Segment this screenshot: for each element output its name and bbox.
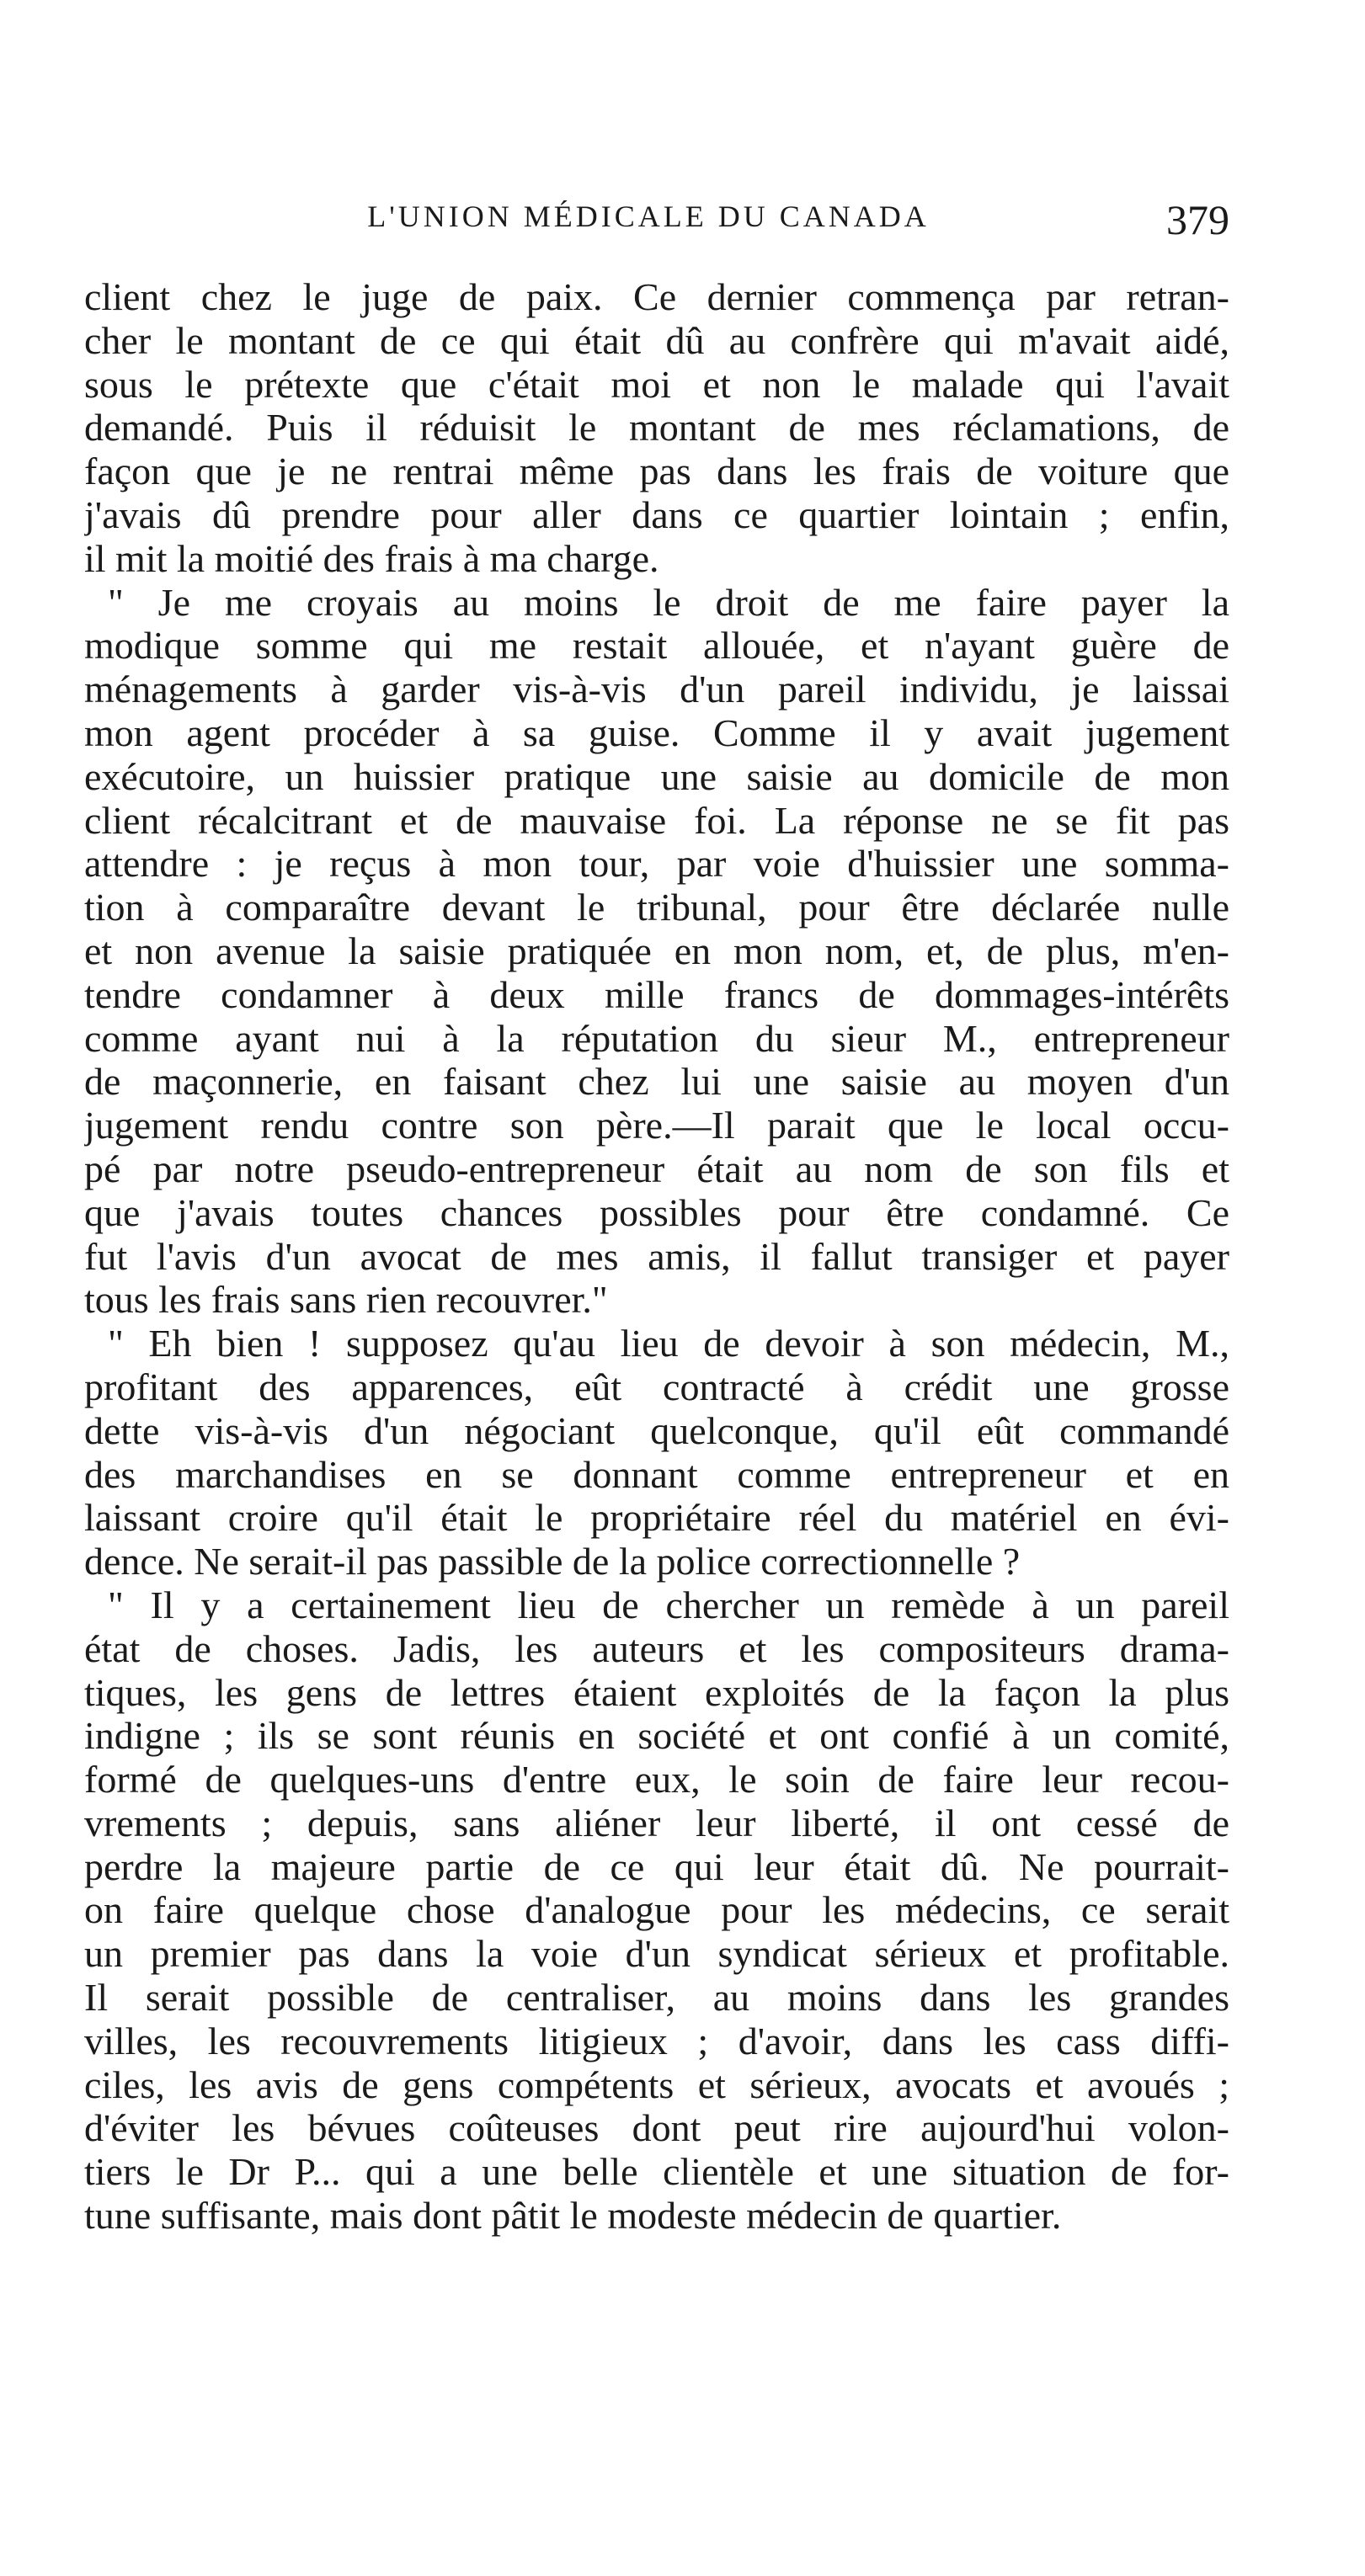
text-line: client récalcitrant et de mauvaise foi. La réponse ne se fit pas [84,798,1229,842]
text-line: tiers le Dr P... qui a une belle clientèle et une situation de for- [84,2150,1229,2194]
text-line: fut l'avis d'un avocat de mes amis, il fallut transiger et payer [84,1234,1229,1278]
text-line: demandé. Puis il réduisit le montant de mes réclamations, de [84,406,1229,450]
text-line: jugement rendu contre son père.—Il parait que le local occu- [84,1104,1229,1147]
text-line: " Il y a certainement lieu de chercher un remède à un pareil [108,1583,1229,1626]
text-line: un premier pas dans la voie d'un syndicat sérieux et profitable. [84,1932,1229,1976]
text-line: perdre la majeure partie de ce qui leur était dû. Ne pourrait- [84,1844,1229,1888]
text-line: villes, les recouvrements litigieux ; d'avoir, dans les cass diffi- [84,2019,1229,2062]
text-line: vrements ; depuis, sans aliéner leur liberté, il ont cessé de [84,1801,1229,1844]
page-number: 379 [1166,196,1229,243]
text-line: indigne ; ils se sont réunis en société et ont confié à un comité, [84,1714,1229,1758]
text-line: on faire quelque chose d'analogue pour les médecins, ce serait [84,1888,1229,1932]
text-line: il mit la moitié des frais à ma charge. [84,536,659,580]
text-line: tiques, les gens de lettres étaient exploités de la façon la plus [84,1670,1229,1714]
text-line: j'avais dû prendre pour aller dans ce quartier lointain ; enfin, [84,492,1229,536]
text-line: dette vis-à-vis d'un négociant quelconque, qu'il eût commandé [84,1408,1229,1452]
text-line: que j'avais toutes chances possibles pour être condamné. Ce [84,1190,1229,1234]
text-line: d'éviter les bévues coûteuses dont peut rire aujourd'hui volon- [84,2106,1229,2150]
running-header [0,195,1365,246]
text-line: client chez le juge de paix. Ce dernier commença par retran- [84,275,1229,318]
text-line: tion à comparaître devant le tribunal, pour être déclarée nulle [84,886,1229,929]
text-line: modique somme qui me restait allouée, et n'ayant guère de [84,624,1229,668]
text-line: tous les frais sans rien recouvrer." [84,1278,608,1322]
text-line: formé de quelques-uns d'entre eux, le soin de faire leur recou- [84,1758,1229,1802]
text-line: pé par notre pseudo-entrepreneur était au nom de son fils et [84,1147,1229,1190]
text-line: cher le montant de ce qui était dû au confrère qui m'avait aidé, [84,318,1229,362]
text-line: comme ayant nui à la réputation du sieur M., entrepreneur [84,1016,1229,1060]
text-line: " Eh bien ! supposez qu'au lieu de devoir à son médecin, M., [108,1322,1229,1365]
text-line: des marchandises en se donnant comme entrepreneur et en [84,1452,1229,1496]
text-line: attendre : je reçus à mon tour, par voie d'huissier une somma- [84,842,1229,886]
text-line: façon que je ne rentrai même pas dans les frais de voiture que [84,450,1229,493]
text-line: état de choses. Jadis, les auteurs et les compositeurs drama- [84,1626,1229,1670]
text-line: " Je me croyais au moins le droit de me faire payer la [108,580,1229,624]
running-title: L'UNION MÉDICALE DU CANADA [367,200,930,233]
text-line: dence. Ne serait-il pas passible de la police correctionnelle ? [84,1540,1021,1583]
text-line: exécutoire, un huissier pratique une saisie au domicile de mon [84,754,1229,798]
text-line: profitant des apparences, eût contracté à crédit une grosse [84,1365,1229,1408]
body-text [84,275,1229,2238]
text-line: ciles, les avis de gens compétents et sérieux, avocats et avoués ; [84,2062,1229,2106]
text-line: sous le prétexte que c'était moi et non le malade qui l'avait [84,362,1229,406]
text-line: laissant croire qu'il était le propriétaire réel du matériel en évi- [84,1496,1229,1540]
text-line: de maçonnerie, en faisant chez lui une saisie au moyen d'un [84,1060,1229,1104]
text-line: tune suffisante, mais dont pâtit le modeste médecin de quartier. [84,2194,1062,2238]
text-line: Il serait possible de centraliser, au moins dans les grandes [84,1976,1229,2020]
text-line: mon agent procéder à sa guise. Comme il y avait jugement [84,711,1229,754]
text-line: tendre condamner à deux mille francs de dommages-intérêts [84,972,1229,1016]
text-line: et non avenue la saisie pratiquée en mon nom, et, de plus, m'en- [84,929,1229,972]
text-line: ménagements à garder vis-à-vis d'un pareil individu, je laissai [84,668,1229,711]
